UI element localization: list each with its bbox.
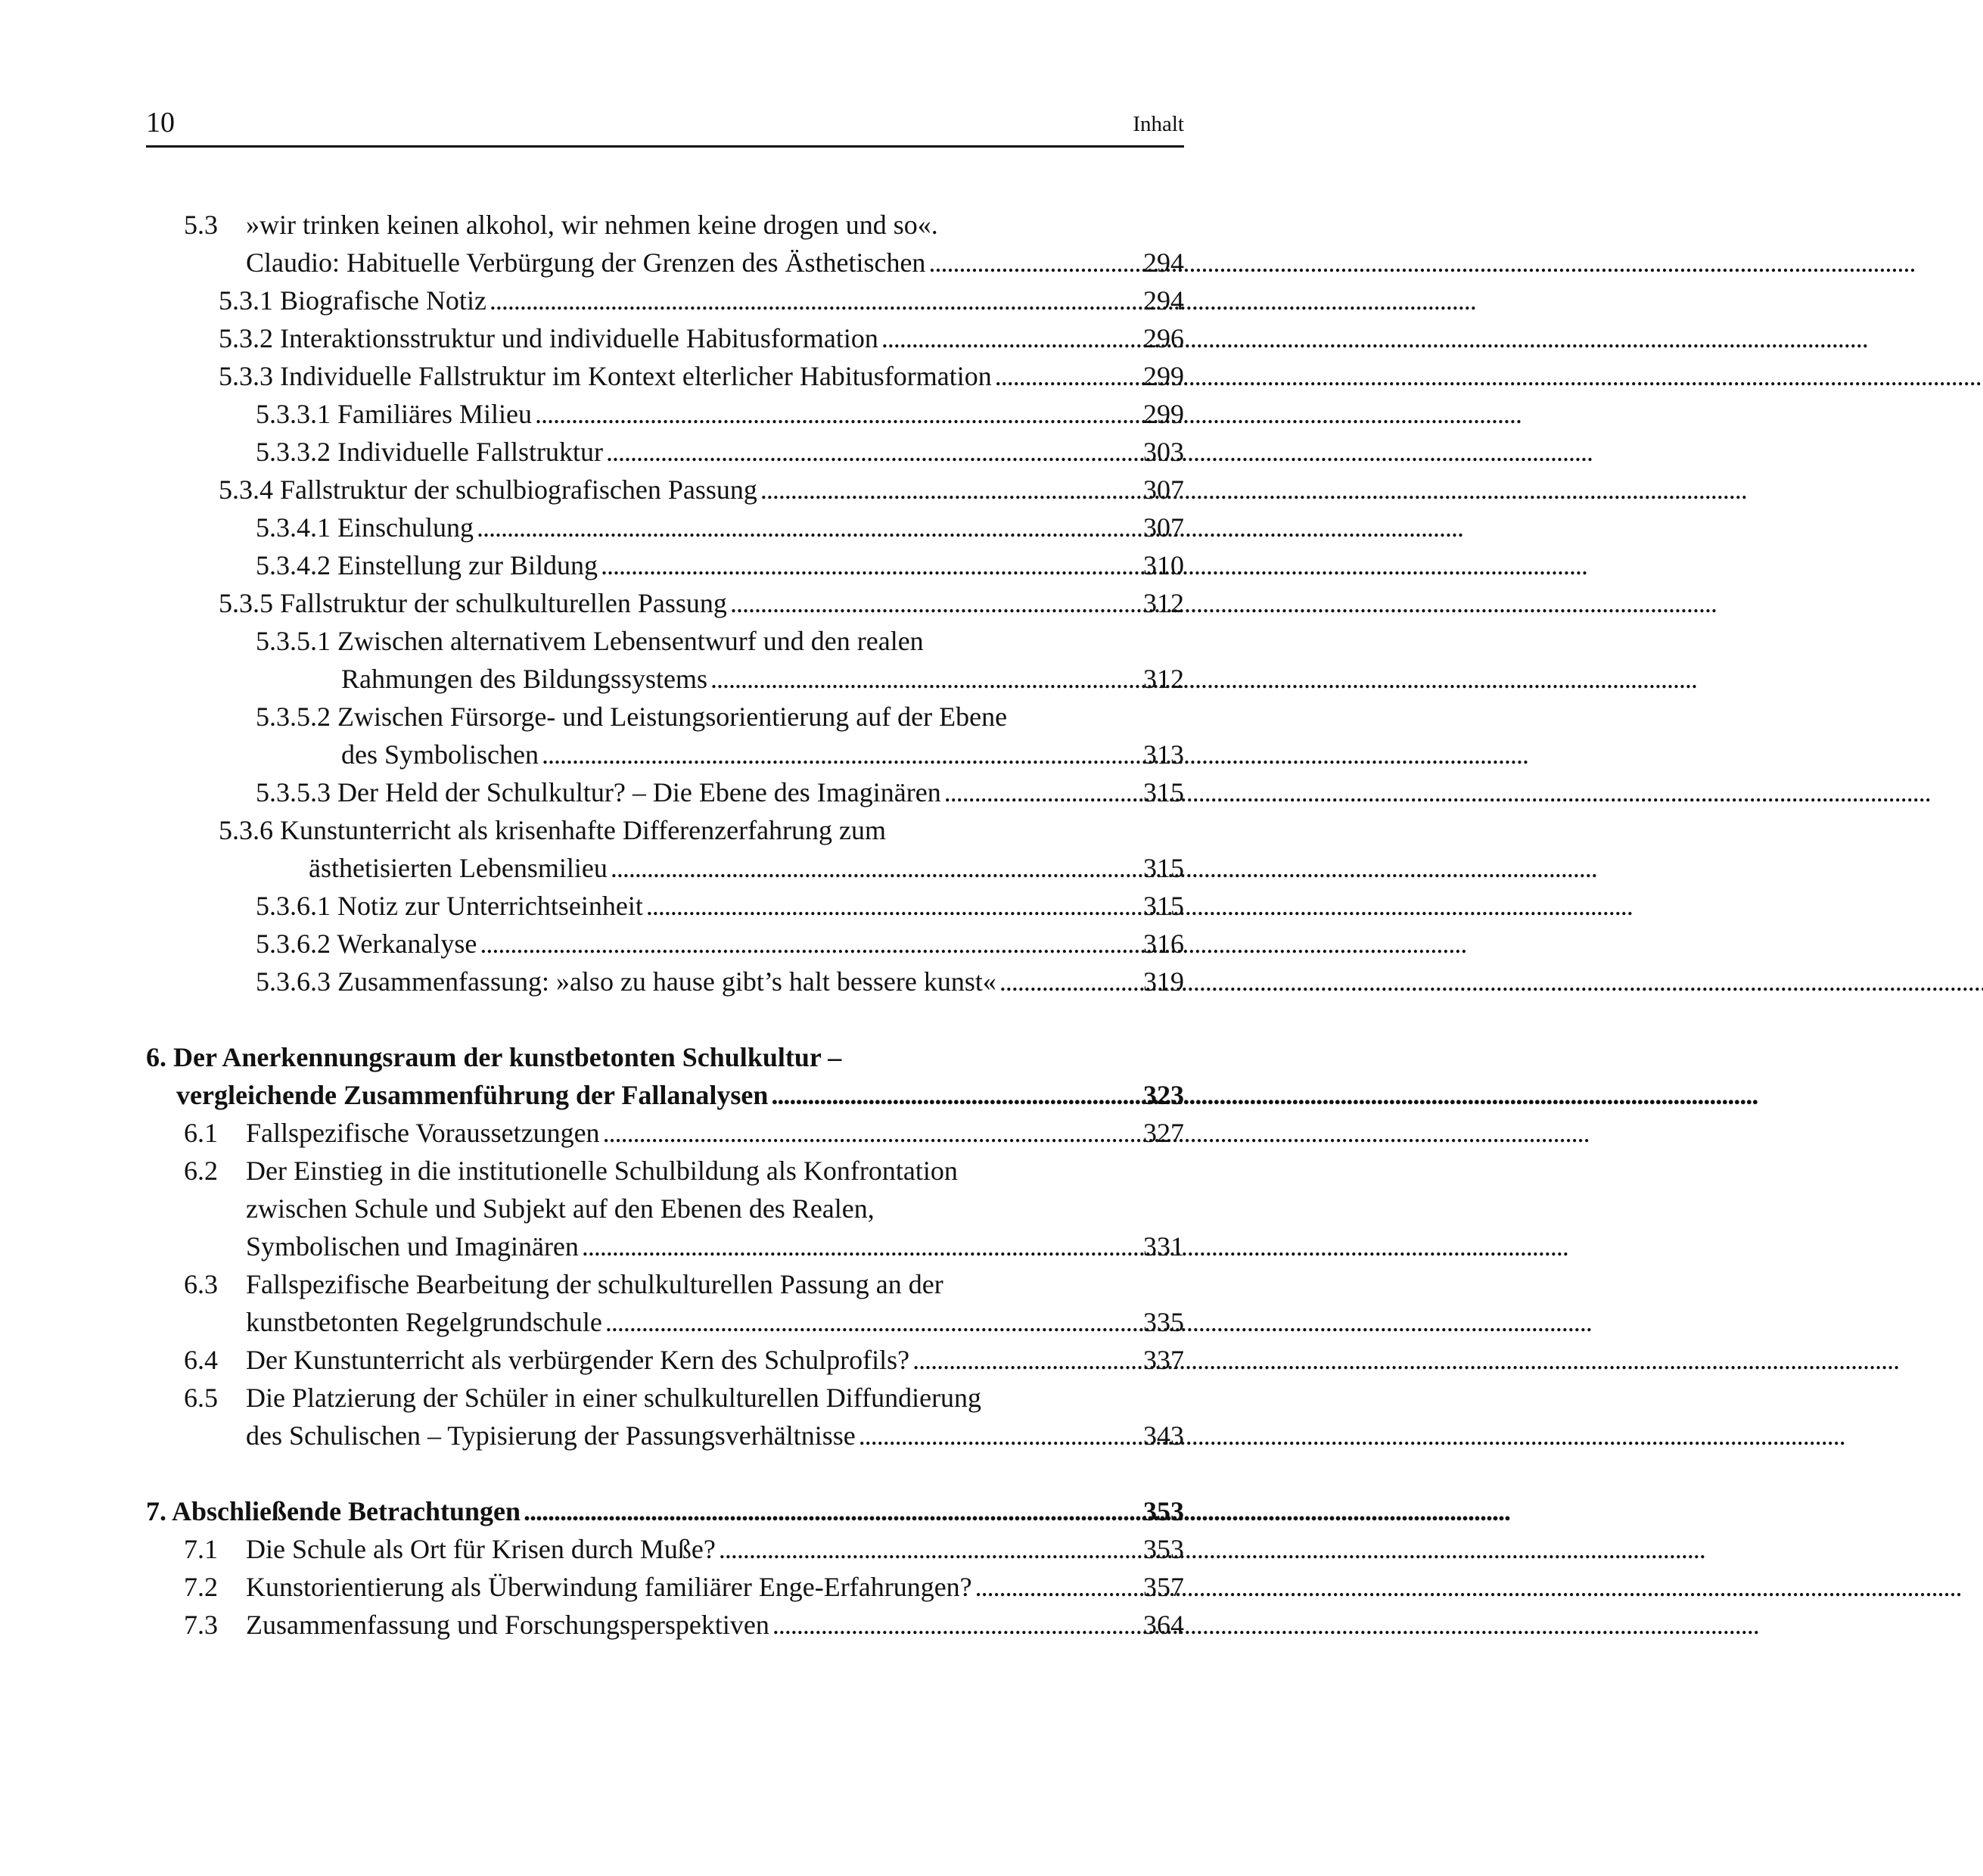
- toc-title-line: Die Platzierung der Schüler in einer schulkulturellen Diffundierung: [246, 1383, 982, 1413]
- toc-entry-7-2[interactable]: [146, 1568, 1184, 1606]
- toc-page-number: 315: [1143, 891, 1184, 921]
- toc-page-number: 315: [1143, 853, 1184, 883]
- toc-page-number: 353: [1143, 1534, 1184, 1564]
- toc-number: 6.1: [184, 1118, 218, 1148]
- leader-dots: [480, 925, 1142, 963]
- toc-entry-5-3-5-1[interactable]: [146, 622, 1184, 698]
- toc-page-number: 337: [1143, 1345, 1184, 1375]
- toc-title-line: 5.3.6 Kunstunterricht als krisenhafte Differenzerfahrung zum: [219, 815, 887, 845]
- toc-title: 5.3.6.1 Notiz zur Unterrichtseinheit: [256, 891, 643, 921]
- toc-entry-5-3-3-1[interactable]: [146, 395, 1184, 433]
- toc-entry-5-3-5-2[interactable]: [146, 698, 1184, 773]
- toc-title-line: Symbolischen und Imaginären: [246, 1231, 579, 1262]
- toc-entry-5-3[interactable]: [146, 206, 1184, 282]
- leader-dots: [606, 433, 1142, 471]
- toc-page-number: 319: [1143, 966, 1184, 997]
- toc-entry-6-2[interactable]: [146, 1152, 1184, 1265]
- leader-dots: [542, 736, 1142, 773]
- leader-dots: [881, 319, 1142, 357]
- leader-dots: [490, 282, 1142, 319]
- toc-title-line: des Symbolischen: [341, 739, 539, 770]
- toc-chapter-6[interactable]: [146, 1038, 1184, 1114]
- toc-page-number: 312: [1143, 588, 1184, 618]
- leader-dots: [710, 660, 1142, 698]
- toc-number: 7.1: [184, 1534, 218, 1564]
- toc-title-line: kunstbetonten Regelgrundschule: [246, 1307, 602, 1337]
- toc-page-number: 294: [1143, 285, 1184, 316]
- toc-entry-5-3-6-3[interactable]: [146, 963, 1184, 1000]
- toc-page-number: 364: [1143, 1610, 1184, 1640]
- leader-dots: [771, 1076, 1142, 1114]
- toc-title: Die Schule als Ort für Krisen durch Muße?: [246, 1534, 716, 1564]
- toc-page-number: 310: [1143, 550, 1184, 580]
- toc-page-number: 307: [1143, 474, 1184, 505]
- toc-number: 7.2: [184, 1572, 218, 1602]
- toc-title: Kunstorientierung als Überwindung familiärer Enge-Erfahrungen?: [246, 1572, 972, 1602]
- toc-title: 5.3.1 Biografische Notiz: [219, 285, 486, 316]
- toc-entry-6-3[interactable]: [146, 1265, 1184, 1341]
- toc-page-number: 327: [1143, 1118, 1184, 1148]
- leader-dots: [477, 509, 1142, 546]
- toc-entry-5-3-6-1[interactable]: [146, 887, 1184, 925]
- toc-entry-5-3-3[interactable]: [146, 357, 1184, 395]
- toc-title-line: ästhetisierten Lebensmilieu: [309, 853, 608, 883]
- toc-title: 5.3.3.1 Familiäres Milieu: [256, 399, 532, 429]
- toc-chapter-title: 7. Abschließende Betrachtungen: [146, 1496, 521, 1526]
- leader-dots: [535, 395, 1142, 433]
- toc-number: 6.4: [184, 1345, 218, 1375]
- leader-dots: [912, 1341, 1142, 1379]
- toc-page-number: 353: [1143, 1496, 1184, 1526]
- toc-entry-5-3-1[interactable]: [146, 282, 1184, 319]
- toc-title: 5.3.2 Interaktionsstruktur und individuelle Habitusformation: [219, 323, 878, 353]
- leader-dots: [601, 546, 1142, 584]
- toc-entry-5-3-2[interactable]: [146, 319, 1184, 357]
- leader-dots: [760, 471, 1142, 509]
- toc-page-number: 312: [1143, 664, 1184, 694]
- toc-page-number: 313: [1143, 739, 1184, 770]
- toc-entry-5-3-3-2[interactable]: [146, 433, 1184, 471]
- leader-dots: [719, 1530, 1142, 1568]
- toc-page-number: 316: [1143, 929, 1184, 959]
- toc-title: 5.3.3 Individuelle Fallstruktur im Kontext elterlicher Habitusformation: [219, 361, 992, 391]
- toc-page-number: 294: [1143, 247, 1184, 278]
- toc-title: 5.3.3.2 Individuelle Fallstruktur: [256, 437, 603, 467]
- toc-entry-5-3-5[interactable]: [146, 584, 1184, 622]
- spacer: [146, 1454, 1184, 1492]
- leader-dots: [646, 887, 1142, 925]
- table-of-contents: [146, 206, 1184, 1644]
- toc-page-number: 299: [1143, 361, 1184, 391]
- leader-dots: [772, 1606, 1142, 1644]
- leader-dots: [944, 773, 1142, 811]
- toc-title: 5.3.6.3 Zusammenfassung: »also zu hause gibt’s halt bessere kunst«: [256, 966, 996, 997]
- toc-title-line: 5.3.5.1 Zwischen alternativem Lebensentwurf und den realen: [256, 626, 924, 656]
- toc-entry-5-3-6[interactable]: [146, 811, 1184, 887]
- leader-dots: [859, 1417, 1142, 1454]
- toc-title-line: des Schulischen – Typisierung der Passungsverhältnisse: [246, 1420, 856, 1451]
- toc-number: 5.3: [184, 210, 218, 240]
- toc-title: 5.3.4.2 Einstellung zur Bildung: [256, 550, 598, 580]
- toc-number: 6.2: [184, 1156, 218, 1186]
- leader-dots: [975, 1568, 1142, 1606]
- toc-title: Der Kunstunterricht als verbürgender Kern des Schulprofils?: [246, 1345, 910, 1375]
- toc-title: Fallspezifische Voraussetzungen: [246, 1118, 600, 1148]
- toc-page-number: 299: [1143, 399, 1184, 429]
- toc-title: 5.3.4 Fallstruktur der schulbiografischen Passung: [219, 474, 757, 505]
- toc-title-line: »wir trinken keinen alkohol, wir nehmen keine drogen und so«.: [246, 210, 938, 240]
- toc-page-number: 331: [1143, 1231, 1184, 1262]
- leader-dots: [611, 849, 1142, 887]
- toc-title-line: Rahmungen des Bildungssystems: [341, 664, 707, 694]
- toc-title-line: Fallspezifische Bearbeitung der schulkulturellen Passung an der: [246, 1269, 943, 1299]
- leader-dots: [928, 244, 1142, 282]
- toc-entry-6-5[interactable]: [146, 1379, 1184, 1454]
- leader-dots: [582, 1227, 1142, 1265]
- toc-title: Zusammenfassung und Forschungsperspektiven: [246, 1610, 769, 1640]
- toc-title: 5.3.5.3 Der Held der Schulkultur? – Die Ebene des Imaginären: [256, 777, 941, 807]
- leader-dots: [730, 584, 1142, 622]
- toc-entry-7-1[interactable]: [146, 1530, 1184, 1568]
- running-section-title: Inhalt: [1133, 112, 1184, 136]
- toc-entry-6-1[interactable]: [146, 1114, 1184, 1152]
- toc-chapter-title-line: vergleichende Zusammenführung der Fallanalysen: [176, 1080, 769, 1110]
- toc-entry-5-3-4-1[interactable]: [146, 509, 1184, 546]
- toc-page-number: 343: [1143, 1420, 1184, 1451]
- toc-chapter-7[interactable]: [146, 1492, 1184, 1530]
- toc-number: 6.3: [184, 1269, 218, 1299]
- toc-entry-6-4[interactable]: [146, 1341, 1184, 1379]
- leader-dots: [524, 1492, 1142, 1530]
- toc-entry-7-3[interactable]: [146, 1606, 1184, 1644]
- toc-page-number: 307: [1143, 512, 1184, 543]
- toc-entry-5-3-4[interactable]: [146, 471, 1184, 509]
- leader-dots: [995, 357, 1142, 395]
- toc-title-line: Claudio: Habituelle Verbürgung der Grenzen des Ästhetischen: [246, 247, 926, 278]
- running-header: [146, 106, 1184, 148]
- toc-title: 5.3.4.1 Einschulung: [256, 512, 474, 543]
- toc-title-line: 5.3.5.2 Zwischen Fürsorge- und Leistungsorientierung auf der Ebene: [256, 702, 1008, 732]
- toc-title: 5.3.5 Fallstruktur der schulkulturellen Passung: [219, 588, 727, 618]
- leader-dots: [603, 1114, 1142, 1152]
- toc-page-number: 303: [1143, 437, 1184, 467]
- toc-number: 6.5: [184, 1383, 218, 1413]
- toc-page-number: 315: [1143, 777, 1184, 807]
- toc-title-line: Der Einstieg in die institutionelle Schulbildung als Konfrontation: [246, 1156, 958, 1186]
- spacer: [146, 1000, 1184, 1038]
- toc-chapter-title-line: 6. Der Anerkennungsraum der kunstbetonten Schulkultur –: [146, 1042, 842, 1072]
- toc-entry-5-3-4-2[interactable]: [146, 546, 1184, 584]
- leader-dots: [605, 1303, 1142, 1341]
- toc-page-number: 335: [1143, 1307, 1184, 1337]
- toc-title-line: zwischen Schule und Subjekt auf den Ebenen des Realen,: [246, 1193, 875, 1224]
- leader-dots: [999, 963, 1142, 1000]
- toc-page-number: 323: [1143, 1080, 1184, 1110]
- toc-entry-5-3-5-3[interactable]: [146, 773, 1184, 811]
- toc-page-number: 357: [1143, 1572, 1184, 1602]
- page-number: 10: [146, 107, 175, 138]
- toc-number: 7.3: [184, 1610, 218, 1640]
- toc-entry-5-3-6-2[interactable]: [146, 925, 1184, 963]
- toc-title: 5.3.6.2 Werkanalyse: [256, 929, 477, 959]
- toc-page-number: 296: [1143, 323, 1184, 353]
